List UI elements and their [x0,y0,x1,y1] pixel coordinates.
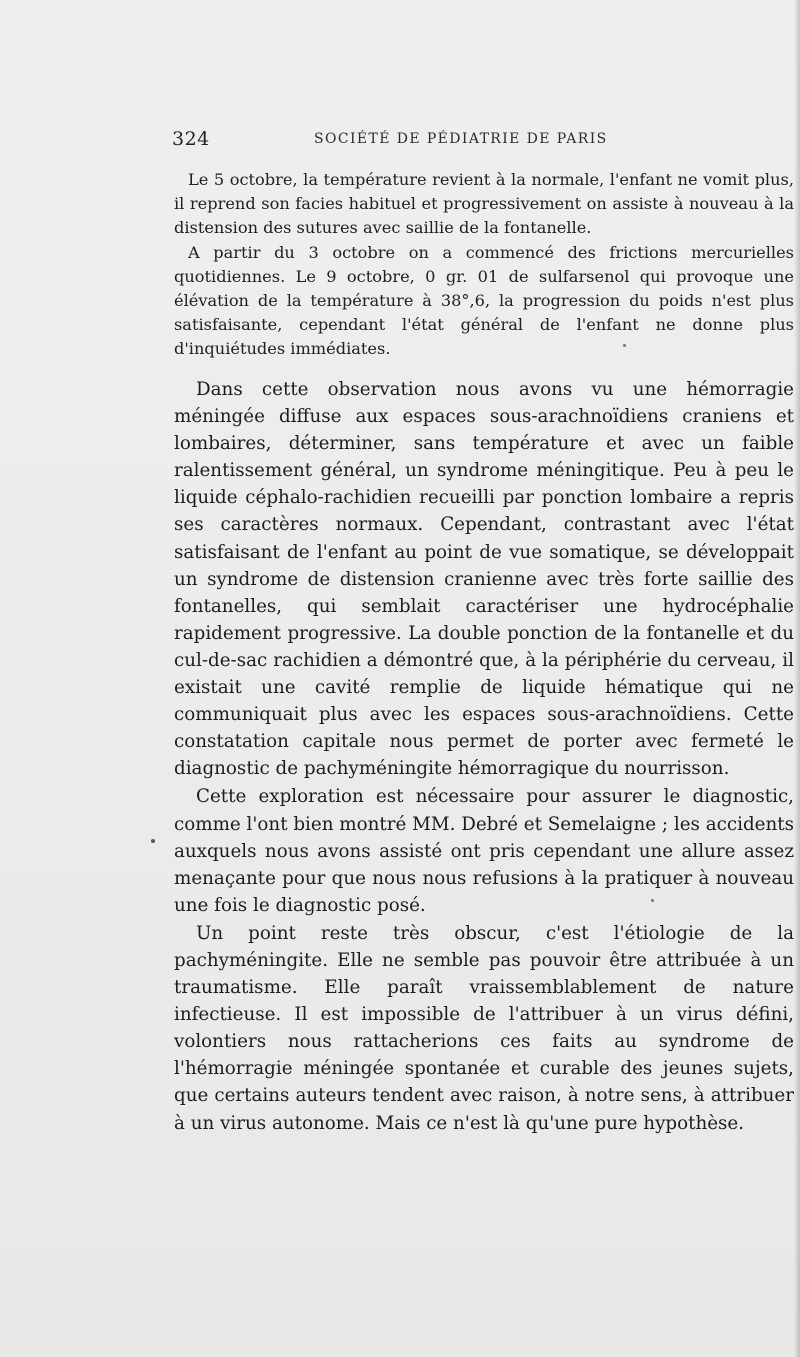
discussion-paragraph: Cette exploration est nécessaire pour assurer le diagnostic, comme l'ont bien montré MM. Debré et Semelaigne ; les accidents auxquels nous avons assisté ont pris cependant une allure assez menaçante pour que nous nous refusions à la pratiquer à nouveau une fois le diagnostic posé. [174,786,794,916]
ink-speck [623,344,626,347]
margin-mark [151,839,155,843]
page-number: 324 [172,128,210,150]
case-note-paragraph: Le 5 octobre, la température revient à la normale, l'enfant ne vomit plus, il reprend son facies habituel et progressivement on assiste à nouveau à la distension des sutures avec saillie de la fontanelle. [174,170,794,238]
discussion-paragraph: Dans cette observation nous avons vu une hémorragie méningée diffuse aux espaces sous-arachnoïdiens craniens et lombaires, déterminer, sans température et avec un faible ralentissement général, un syndrome méningitique. Peu à peu le liquide céphalo-rachidien recueilli par ponction lombaire a repris ses caractères normaux. Cependant, contrastant avec l'état satisfaisant de l'enfant au point de vue somatique, se développait un syndrome de distension cranienne avec très forte saillie des fontanelles, qui semblait caractériser une hydrocéphalie rapidement progressive. La double ponction de la fontanelle et du cul-de-sac rachidien a démontré que, à la périphérie du cerveau, il existait une cavité remplie de liquide hématique qui ne communiquait plus avec les espaces sous-arachnoïdiens. Cette constatation capitale nous permet de porter avec fermeté le diagnostic de pachyméningite hémorragique du nourrisson. [174,379,794,780]
discussion [174,376,794,1137]
running-head [172,128,732,154]
discussion-paragraph: Un point reste très obscur, c'est l'étiologie de la pachyméningite. Elle ne semble pas pouvoir être attribuée à un traumatisme. Elle paraît vraissemblablement de nature infectieuse. Il est impossible de l'attribuer à un virus défini, volontiers nous rattacherions ces faits au syndrome de l'hémorragie méningée spontanée et curable des jeunes sujets, que certains auteurs tendent avec raison, à notre sens, à attribuer à un virus autonome. Mais ce n'est là qu'une pure hypothèse. [174,922,794,1134]
case-notes [174,168,794,362]
running-title: SOCIÉTÉ DE PÉDIATRIE DE PARIS [314,131,608,147]
scan-edge-shadow [794,0,800,1357]
case-note-paragraph: A partir du 3 octobre on a commencé des frictions mercurielles quotidiennes. Le 9 octobre, 0 gr. 01 de sulfarsenol qui provoque une élévation de la température à 38°,6, la progression du poids n'est plus satisfaisante, cependant l'état général de l'enfant ne donne plus d'inquiétudes immédiates. [174,242,794,359]
ink-speck [651,899,654,902]
